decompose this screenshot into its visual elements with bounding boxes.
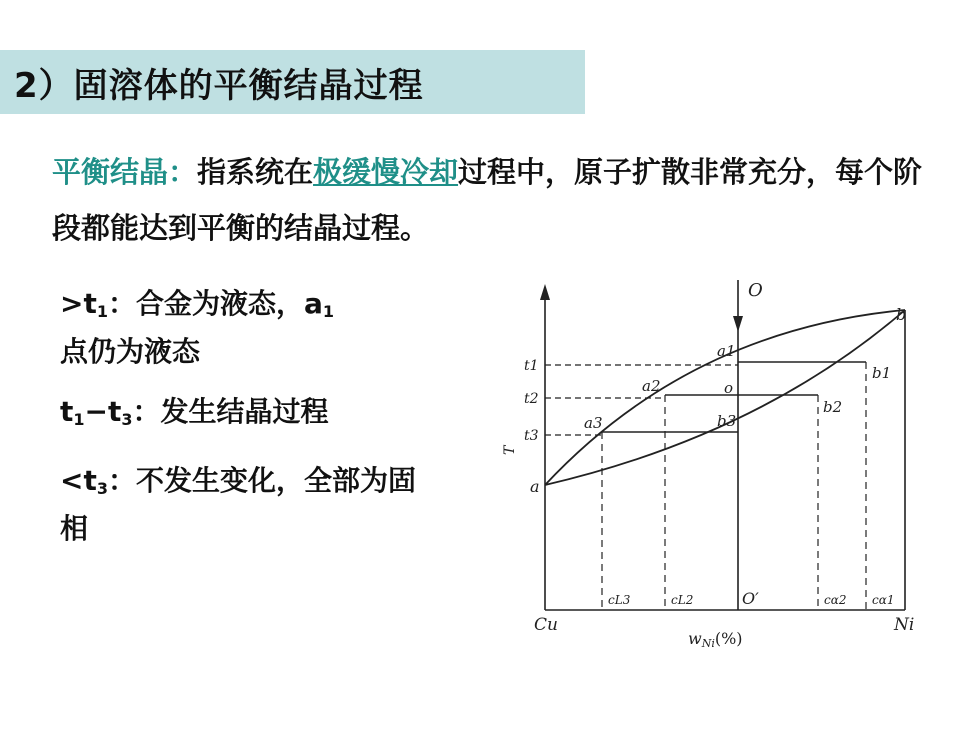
step2-sub: 1 bbox=[73, 410, 85, 429]
x-axis-label bbox=[688, 629, 743, 650]
alloy-arrow bbox=[733, 316, 743, 332]
label-cL2: cL2 bbox=[671, 593, 694, 607]
label-t3: t3 bbox=[524, 428, 539, 444]
label-Cu: Cu bbox=[534, 615, 558, 635]
step3-prefix: <t bbox=[60, 464, 97, 497]
label-ca1: cα1 bbox=[872, 593, 895, 607]
label-cL3: cL3 bbox=[608, 593, 631, 607]
step3-sub: 3 bbox=[96, 479, 108, 498]
step1-text: ：合金为液态，a bbox=[108, 287, 323, 320]
step-t1-t3 bbox=[60, 392, 430, 440]
step1-text2: 点仍为液态 bbox=[60, 335, 201, 368]
step2-mid: −t bbox=[84, 395, 122, 428]
step3-text: ：不发生变化，全部为固相 bbox=[60, 464, 417, 545]
y-axis-arrow bbox=[540, 284, 550, 300]
label-t1: t1 bbox=[524, 358, 539, 374]
label-a: a bbox=[530, 477, 540, 496]
label-t2: t2 bbox=[524, 391, 539, 407]
x-label-sub: Ni bbox=[701, 637, 715, 650]
label-o: o bbox=[724, 379, 734, 397]
label-ca2: cα2 bbox=[824, 593, 847, 607]
label-a2: a2 bbox=[642, 377, 661, 395]
step-below-t3 bbox=[60, 461, 430, 549]
step1-sub2: 1 bbox=[322, 302, 335, 321]
label-b2: b2 bbox=[823, 398, 843, 416]
label-O: O bbox=[748, 280, 763, 301]
slow-cooling-link[interactable]: 极缓慢冷却 bbox=[313, 155, 459, 189]
definition-post: 过程中，原子扩散非常充分，每个阶段都能达到平衡的结晶过程。 bbox=[52, 155, 923, 245]
label-O-prime: O′ bbox=[742, 589, 759, 608]
step1-sub: 1 bbox=[96, 302, 108, 321]
slide-title: 2）固溶体的平衡结晶过程 bbox=[14, 65, 424, 106]
x-label-unit: (%) bbox=[714, 629, 743, 648]
definition-paragraph bbox=[52, 144, 932, 256]
step2-text: ：发生结晶过程 bbox=[132, 395, 329, 428]
label-b3: b3 bbox=[717, 412, 737, 430]
title-banner bbox=[0, 50, 585, 114]
label-a1: a1 bbox=[717, 342, 736, 360]
definition-term: 平衡结晶： bbox=[52, 155, 198, 189]
phase-diagram bbox=[502, 270, 940, 670]
step2-sub2: 3 bbox=[121, 410, 133, 429]
step-above-t1 bbox=[60, 284, 430, 372]
definition-pre: 指系统在 bbox=[197, 155, 314, 189]
step1-prefix: >t bbox=[60, 287, 97, 320]
label-a3: a3 bbox=[584, 414, 603, 432]
y-axis-label: T bbox=[502, 445, 518, 455]
label-b1: b1 bbox=[872, 364, 892, 382]
label-b: b bbox=[896, 305, 907, 324]
x-label-w: w bbox=[688, 629, 702, 648]
step2-prefix: t bbox=[60, 395, 74, 428]
label-Ni: Ni bbox=[894, 615, 915, 635]
